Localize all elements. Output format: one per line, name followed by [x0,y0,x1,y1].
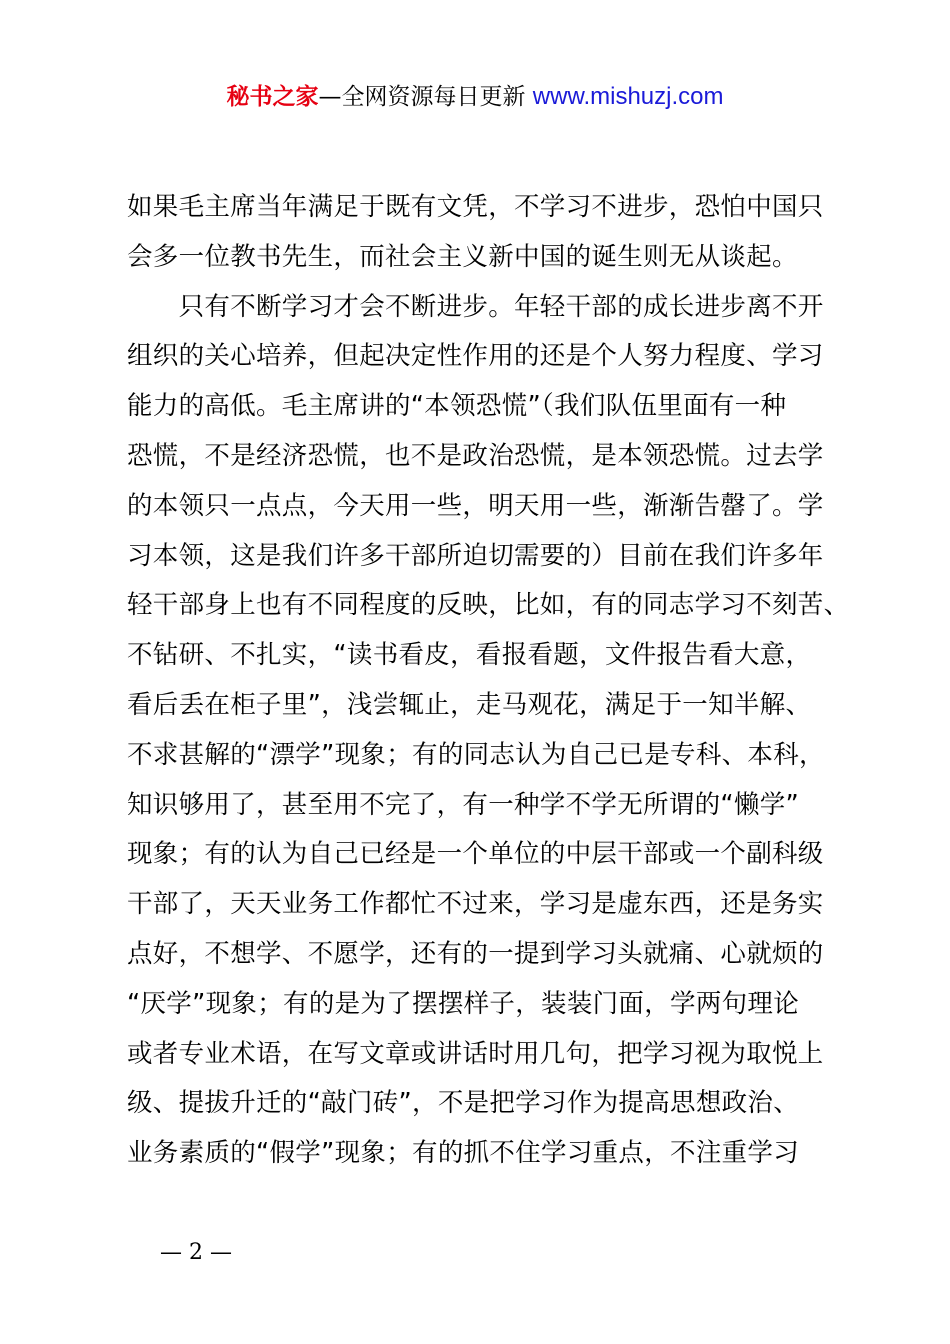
text-line: 看后丢在柜子里”，浅尝辄止，走马观花，满足于一知半解、 [127,689,812,720]
text-line: 如果毛主席当年满足于既有文凭，不学习不进步，恐怕中国只 [127,192,824,222]
text-line: 习本领，这是我们许多干部所迫切需要的）目前在我们许多年 [127,540,824,571]
page-number: — 2 — [160,1240,232,1265]
text-line: 会多一位教书先生，而社会主义新中国的诞生则无从谈起。 [127,241,798,272]
text-line: 或者专业术语，在写文章或讲话时用几句，把学习视为取悦上 [127,1038,824,1069]
site-header [0,80,950,114]
text-line: 组织的关心培养，但起决定性作用的还是个人努力程度、学习 [127,341,824,372]
text-line: 知识够用了，甚至用不完了，有一种学不学无所谓的“懒学” [127,789,800,820]
text-line: 业务素质的“假学”现象；有的抓不住学习重点，不注重学习 [127,1138,800,1169]
text-line: 的本领只一点点，今天用一些，明天用一些，渐渐告罄了。学 [127,490,824,521]
text-line: 不求甚解的“漂学”现象；有的同志认为自己已是专科、本科， [127,739,825,770]
text-line: 轻干部身上也有不同程度的反映，比如，有的同志学习不刻苦、 [127,590,850,621]
text-line: 现象；有的认为自己已经是一个单位的中层干部或一个副科级 [127,839,824,870]
text-line: 恐慌，不是经济恐慌，也不是政治恐慌，是本领恐慌。过去学 [127,440,824,471]
text-line: 级、提拔升迁的“敲门砖”，不是把学习作为提高思想政治、 [127,1088,800,1119]
site-tagline: —全网资源每日更新 [318,84,526,110]
text-line: 能力的高低。毛主席讲的“本领恐慌”（我们队伍里面有一种 [127,391,787,422]
text-line: 只有不断学习才会不断进步。年轻干部的成长进步离不开 [127,291,824,322]
site-brand: 秘书之家 [226,84,319,110]
document-body [127,183,867,1179]
text-line: “厌学”现象；有的是为了摆摆样子，装装门面，学两句理论 [127,988,800,1019]
site-url-link[interactable]: www.mishuzj.com [532,83,724,110]
text-line: 干部了，天天业务工作都忙不过来，学习是虚东西，还是务实 [127,889,824,920]
text-line: 不钻研、不扎实，“读书看皮，看报看题，文件报告看大意， [127,640,812,671]
text-line: 点好，不想学、不愿学，还有的一提到学习头就痛、心就烦的 [127,938,824,969]
